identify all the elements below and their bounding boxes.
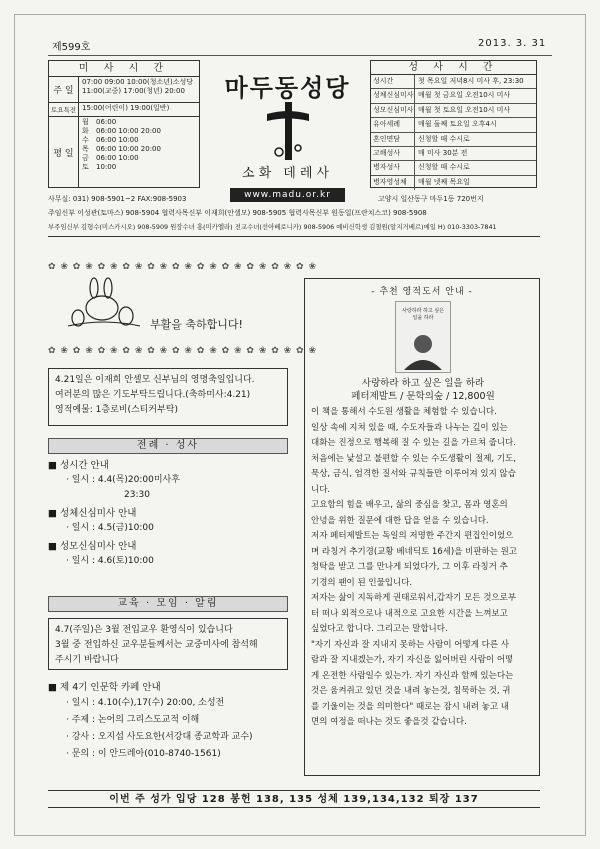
- mass-times-table: [48, 60, 200, 188]
- book-recommendation: [304, 278, 540, 776]
- flower-divider: ✿ ❀ ✿ ❀ ✿ ❀ ✿ ❀ ✿ ❀ ✿ ❀ ✿ ❀ ✿ ❀ ✿ ❀ ✿ ❀ ✿ ❀: [48, 346, 317, 356]
- portrait-icon: [396, 330, 450, 370]
- sacrament-row: [371, 118, 536, 132]
- holy-hour-title: ■ 성시간 안내: [48, 460, 109, 471]
- sunday-times: 07:00 09:00 10:00(청소년)소성당: [82, 78, 194, 86]
- marian-mass-date: · 일시 : 4.6(토)10:00: [66, 556, 154, 566]
- book-text-line: 면의 여정을 떠나는 것도 좋을것 같습니다.: [311, 717, 467, 727]
- weekday-time: 10:00: [96, 163, 117, 171]
- book-text-line: 를 기울이는 것을 의미한다" 때로는 잠시 내려 놓고 내: [311, 701, 509, 712]
- feast-notice-box: [48, 368, 288, 426]
- book-description: [311, 405, 537, 731]
- mass-times-title: 미 사 시 간: [49, 61, 199, 77]
- notice-line: 4.21일은 이재희 안셀모 신부님의 영명축일입니다.: [55, 375, 255, 385]
- sacrament-time: 매월 둘째 토요일 오후4시: [418, 120, 497, 129]
- sacrament-name: 유아세례: [371, 118, 415, 131]
- header-divider: [48, 236, 540, 237]
- weekday-time: 06:00 10:00 20:00: [96, 145, 161, 153]
- notice-line: 영적예물: 1층로비(스티커부탁): [55, 405, 178, 415]
- book-header: - 추천 영적도서 안내 -: [371, 287, 473, 297]
- sacrament-times-table: [370, 60, 537, 188]
- book-text-line: 며 라칭거 추기경(교황 베네딕토 16세)을 비판하는 원고: [311, 546, 518, 557]
- weekday-name: 수: [82, 136, 89, 144]
- weekday-name: 목: [82, 145, 89, 153]
- book-text-line: 고요함의 힘을 배우고, 삶의 중심을 찾고, 몸과 영혼의: [311, 500, 508, 510]
- notice-line: 여러분의 많은 기도부탁드립니다.(축하미사:4.21): [55, 390, 251, 400]
- book-text-line: 청탁을 받고 그를 만나게 되었다가, 그 이후 라칭거 추: [311, 562, 508, 572]
- sacrament-time: 매월 첫 토요일 오전10시 미사: [418, 105, 511, 114]
- hymn-footer: 이번 주 성가 입당 128 봉헌 138, 135 성체 139,134,132 퇴장 137: [48, 790, 540, 808]
- sacrament-name: 성시간: [371, 75, 415, 88]
- welcome-notice-box: [48, 618, 288, 670]
- book-text-line: 대화는 진정으로 행복해 질 수 있는 길을 가르쳐 줍니다.: [311, 438, 516, 448]
- contact-line-1: [48, 194, 540, 204]
- liturgy-section: [48, 438, 288, 569]
- contact-line-3: 부주임신부 김형수(미스카시오) 908-5909 원장수녀 홍(미카엘라) 전교수녀(선아베로니카) 908-5906 예비신학생 김철원(알지거베르)메일 H) 010-3303-7841: [48, 223, 497, 231]
- church-url[interactable]: www.madu.or.kr: [230, 188, 345, 202]
- weekday-name: 화: [82, 127, 89, 135]
- sacrament-name: 병자영성체: [371, 176, 415, 190]
- book-text-line: 것은 움켜쥐고 있던 것을 내려 놓는것, 침묵하는 것, 귀: [311, 686, 511, 696]
- sacrament-name: 성체신심미사: [371, 89, 415, 102]
- weekday-row: [82, 145, 196, 154]
- church-title: 마두동성당: [224, 73, 351, 102]
- book-text-line: 싶었다고 합니다. 그리고는 말합니다.: [311, 624, 448, 634]
- contact-line-2: 주임신부 이성관(토마스) 908-5904 협력사목신부 이재희(안셀모) 908-5905 협력사목신부 원동일(프란치스코) 908-5908: [48, 209, 427, 217]
- weekday-row: [82, 136, 196, 145]
- sacrament-row: [371, 176, 536, 190]
- rabbit-illustration-icon: [64, 278, 144, 328]
- issue-number: 제599호: [52, 42, 91, 53]
- weekday-time: 06:00 10:00: [96, 154, 139, 162]
- weekday-label: 평 일: [49, 117, 79, 187]
- holy-hour-date: · 일시 : 4.4(목)20:00미사후: [66, 475, 180, 485]
- marian-mass-title: ■ 성모신심미사 안내: [48, 541, 137, 552]
- sacrament-time: 매월 첫 금요일 오전10시 미사: [418, 91, 511, 100]
- flower-divider: ✿ ❀ ✿ ❀ ✿ ❀ ✿ ❀ ✿ ❀ ✿ ❀ ✿ ❀ ✿ ❀ ✿ ❀ ✿ ❀ ✿ ❀: [48, 262, 317, 272]
- weekday-time: 06:00 10:00 20:00: [96, 127, 161, 135]
- book-text-line: 니다.: [311, 484, 331, 495]
- holy-hour-end: 23:30: [124, 490, 150, 500]
- humanities-cafe: [48, 680, 288, 763]
- cafe-contact: · 문의 : 이 안드레아(010-8740-1561): [66, 749, 221, 759]
- book-text-line: 저자는 삶이 지독하게 권태로워서,갑자기 모든 것으로부: [311, 593, 517, 603]
- office-phone: 사무실: 031) 908-5901~2 FAX:908-5903: [48, 195, 187, 203]
- sacrament-name: 성모신심미사: [371, 104, 415, 117]
- church-header: [205, 60, 370, 200]
- sacrament-time: 매월 넷째 목요일: [418, 177, 470, 186]
- cafe-topic: · 주제 : 논어의 그리스도교적 이해: [66, 715, 200, 725]
- sacrament-time: 신청할 때 수시로: [418, 163, 470, 172]
- notice-line: 주시기 바랍니다: [55, 655, 119, 665]
- sunday-label: 주 일: [49, 77, 79, 102]
- sacrament-time: 신청할 때 수시로: [418, 134, 470, 143]
- book-text-line: 터 떠나 외적으로나 내적으로 고요한 시간을 느껴보고: [311, 608, 508, 619]
- book-text-line: 이 책을 통해서 수도원 생활을 체험할 수 있습니다.: [311, 407, 497, 417]
- weekday-time: 06:00 10:00: [96, 136, 139, 144]
- liturgy-title: 전례 · 성사: [48, 438, 288, 454]
- weekday-times: [79, 117, 199, 187]
- church-subtitle: 소화 데레사: [242, 166, 333, 181]
- weekday-row: [82, 154, 196, 163]
- book-cover-text: 사랑하라 하고 싶은 일을 하라: [402, 308, 444, 321]
- sacrament-title: 성 사 시 간: [371, 61, 536, 75]
- sacrament-name: 혼인면담: [371, 133, 415, 146]
- sacrament-name: 병자성사: [371, 161, 415, 174]
- weekday-row: [82, 163, 196, 172]
- weekday-row: [82, 127, 196, 136]
- sacrament-row: [371, 147, 536, 161]
- book-title: 사랑하라 하고 싶은 일을 하라: [361, 378, 485, 389]
- weekday-name: 금: [82, 154, 89, 162]
- saturday-times: 15:00(어린이) 19:00(일반): [82, 104, 170, 112]
- book-title-block: [305, 377, 541, 403]
- sacrament-row: [371, 104, 536, 118]
- eucharist-mass-title: ■ 성체신심미사 안내: [48, 508, 137, 519]
- book-text-line: 기경의 팬이 된 인물입니다.: [311, 577, 413, 588]
- sacrament-time: 매 미사 30분 전: [418, 148, 468, 157]
- cafe-title: ■ 제 4기 인문학 카페 안내: [48, 682, 161, 693]
- book-author: 페터제발트 / 문학의숲 / 12,800원: [351, 391, 495, 402]
- book-text-line: 일상 속에 지쳐 있을 때, 수도자들과 나누는 깊이 있는: [311, 422, 508, 433]
- header-line: [48, 30, 552, 56]
- easter-greeting: 부활을 축하합니다!: [150, 318, 243, 331]
- book-text-line: 게 온전한 사람일수 있는가. 자기 자신과 함께 있는다는: [311, 670, 514, 681]
- issue-date: 2013. 3. 31: [478, 38, 547, 49]
- cafe-date: · 일시 : 4.10(수),17(수) 20:00, 소성전: [66, 698, 225, 708]
- book-text-line: 묵상, 금식, 엄격한 질서와 규칙들만 이루어져 있지 않습: [311, 469, 516, 479]
- book-text-line: 안녕을 위한 질문에 대한 답을 얻을 수 있습니다.: [311, 515, 489, 526]
- book-text-line: "자기 자신과 잘 지내지 못하는 사람이 어떻게 다른 사: [311, 639, 509, 650]
- sacrament-row: [371, 161, 536, 175]
- book-cover: [395, 301, 451, 373]
- saturday-label: 토요특전: [49, 103, 79, 116]
- address: 고양시 일산동구 마두1동 720번지: [378, 195, 484, 203]
- weekday-time: 06:00: [96, 118, 117, 126]
- weekday-row: [82, 118, 196, 127]
- cross-logo: [265, 100, 311, 162]
- cafe-speaker: · 강사 : 오지섭 사도요한(서강대 종교학과 교수): [66, 732, 253, 742]
- sacrament-name: 고해성사: [371, 147, 415, 160]
- notice-line: 4.7(주일)은 3월 전입교우 환영식이 있습니다: [55, 625, 233, 635]
- sacrament-row: [371, 75, 536, 89]
- eucharist-mass-date: · 일시 : 4.5(금)10:00: [66, 523, 154, 533]
- weekday-name: 월: [82, 118, 89, 126]
- book-text-line: 람과 잘 지내겠는가, 자기 자신을 잃어버린 사람이 어떻: [311, 655, 514, 665]
- sacrament-time: 첫 목요일 저녁8시 미사 후, 23:30: [418, 77, 524, 85]
- sunday-times: 11:00(교중) 17:00(청년) 20:00: [82, 87, 185, 95]
- education-title: 교육 · 모임 · 알림: [48, 596, 288, 612]
- sacrament-row: [371, 89, 536, 103]
- book-text-line: 처음에는 낯설고 불편할 수 있는 수도생활이 절제, 기도,: [311, 453, 516, 464]
- notice-line: 3월 중 전입하신 교우분들께서는 교중미사에 참석해: [55, 640, 258, 650]
- book-text-line: 저자 페터제발트는 독일의 저명한 주간지 편집인이었으: [311, 531, 514, 541]
- sacrament-row: [371, 133, 536, 147]
- weekday-name: 토: [82, 163, 89, 171]
